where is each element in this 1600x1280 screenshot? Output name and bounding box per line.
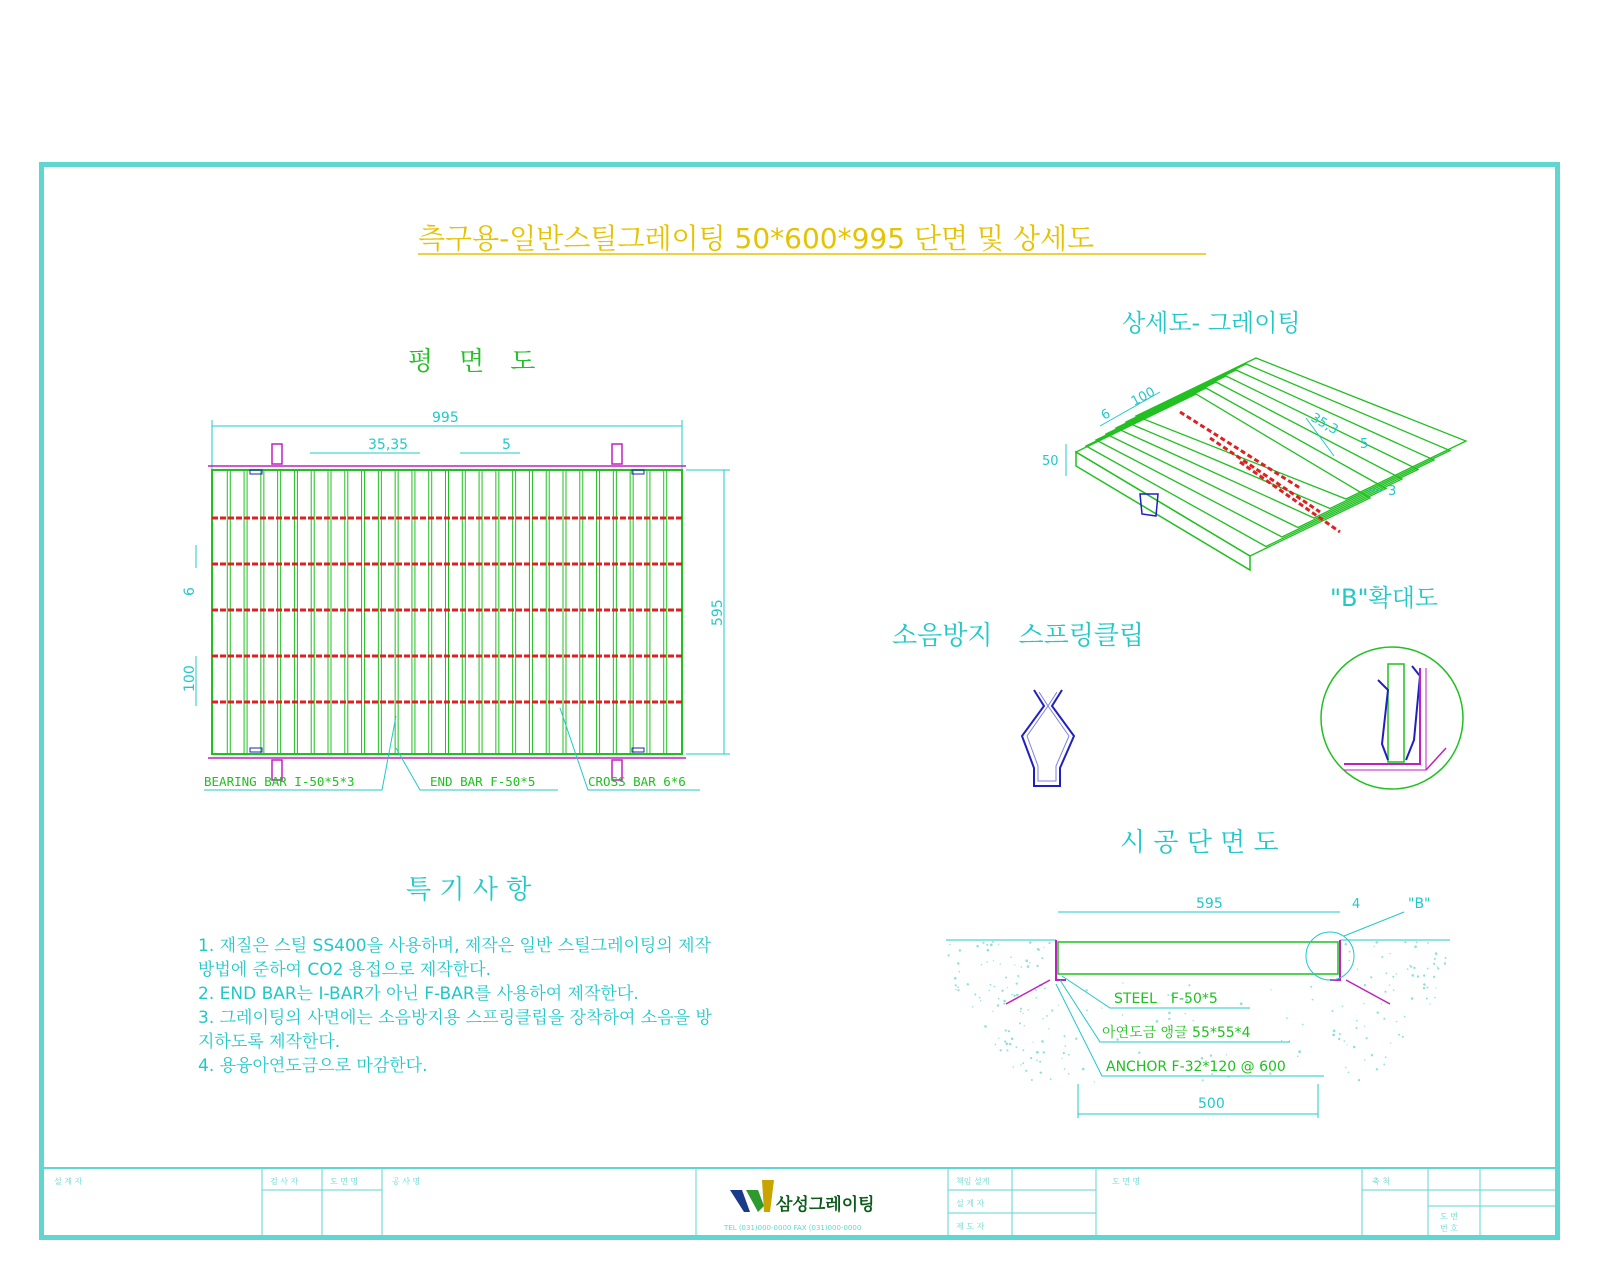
soil-dot [1006,1049,1008,1051]
soil-dot [1349,960,1350,961]
soil-dot [1381,1003,1382,1004]
soil-dot [1168,1012,1171,1015]
soil-dot [957,989,959,991]
spring-clip-drawing [1022,690,1074,786]
soil-dot [1039,949,1041,951]
soil-dot [1041,957,1043,959]
soil-dot [1385,1056,1387,1058]
soil-dot [977,945,979,947]
soil-dot [1366,1037,1368,1039]
soil-dot [1202,1079,1204,1081]
soil-dot [1364,1026,1365,1027]
label-bearing-bar: BEARING BAR I-50*5*3 [204,774,355,789]
clip-tab-top-left [272,444,282,464]
soil-dot [972,1006,973,1007]
soil-dot [1006,1042,1009,1045]
section-label-anchor: ANCHOR F-32*120 @ 600 [1106,1059,1286,1075]
iso-bearing-bars [1076,358,1466,556]
soil-dot [1393,989,1395,991]
dim-595-label: 595 [710,599,726,626]
soil-dot [959,971,961,973]
note-line-4: 3. 그레이팅의 사면에는 소음방지용 스프링클립을 장착하여 소음을 방 [198,1008,712,1028]
soil-dot [1356,1027,1358,1029]
soil-dot [993,960,994,961]
zoom-clip-right [1406,666,1420,760]
soil-dot [1027,965,1030,968]
soil-dot [1398,1034,1400,1036]
soil-dot [1390,1043,1391,1044]
soil-dot [1040,1072,1042,1074]
leader-b [1344,912,1404,936]
tb-cell-3: 도 면 명 [330,1177,359,1186]
iso-dim-3: 3 [1388,484,1397,499]
iso-cross-bar [1180,412,1300,488]
soil-dot [1270,989,1271,990]
soil-dot [1082,1068,1085,1071]
tb-cell-7: 제 도 자 [956,1222,985,1231]
clip-bottom-right [632,748,644,752]
soil-dot [1375,941,1378,944]
soil-dot [1370,976,1372,978]
soil-dot [1011,1038,1014,1041]
section-anchor-right [1346,980,1390,1004]
soil-dot [1426,987,1428,989]
tb-cell-5: 책임 설계 [956,1177,990,1186]
soil-dot [984,1025,987,1028]
label-cross-bar: CROSS BAR 6*6 [588,774,686,789]
soil-dot [986,944,988,946]
soil-dot [1417,975,1419,977]
iso-dim-50: 50 [1042,454,1059,469]
tb-cell-6: 설 계 자 [956,1199,985,1208]
iso-dim-5: 5 [1360,437,1369,452]
soil-dot [1010,956,1012,958]
soil-dot [954,977,957,980]
cross-bars [212,518,682,702]
soil-dot [1048,1028,1049,1029]
soil-dot [1434,997,1436,999]
soil-dot [990,984,992,986]
soil-dot [992,941,994,943]
section-b-circle [1306,932,1354,980]
iso-cross-bars [1180,412,1340,532]
soil-dot [1376,1068,1378,1070]
soil-dot [1156,1020,1159,1023]
iso-dim-353: 35,3 [1308,410,1341,438]
soil-dot [1342,1006,1344,1008]
dim-100-label: 100 [182,665,198,692]
soil-dot [1044,987,1046,989]
soil-dot [1286,1017,1288,1019]
soil-dot [1019,1022,1021,1024]
soil-dot [1383,1018,1385,1020]
label-end-bar: END BAR F-50*5 [430,774,536,789]
soil-dot [1347,1044,1348,1045]
plan-view [182,410,730,790]
soil-dot [1101,1008,1102,1009]
soil-dot [1085,989,1087,991]
soil-dot [1014,964,1015,965]
soil-dot [1004,1040,1006,1042]
soil-dot [1404,941,1406,943]
soil-dot [992,1011,993,1012]
soil-dot [1389,984,1390,985]
soil-dot [957,962,959,964]
detail-isometric [1042,358,1466,570]
iso-bar [1136,358,1466,499]
soil-dot [1383,1064,1385,1066]
soil-dot [1426,998,1428,1000]
tb-cell-2: 검 사 자 [270,1177,299,1186]
soil-dot [1407,968,1409,970]
soil-dot [1423,987,1425,989]
soil-dot [1281,1040,1282,1041]
tb-cell-9: 축 척 [1372,1177,1390,1186]
section-dim-4: 4 [1352,897,1361,912]
soil-dot [1068,1054,1070,1056]
section-label-angle: 아연도금 앵글 55*55*4 [1102,1025,1251,1041]
soil-dot [1043,947,1044,948]
soil-dot [1000,963,1001,964]
soil-dot [1029,962,1030,963]
soil-dot [1065,1045,1067,1047]
soil-dot [1412,974,1415,977]
zoom-angle [1344,668,1420,764]
soil-dot [1364,1059,1365,1060]
clip-heading: 소음방지 스프링클립 [892,621,1145,651]
soil-dot [967,983,969,985]
soil-dot [1364,984,1366,986]
soil-dot [1345,943,1347,945]
soil-dot [1000,1049,1002,1051]
section-anchor-left [1006,980,1050,1004]
soil-dot [1423,983,1426,986]
soil-dot [981,964,982,965]
soil-dot [1030,1057,1032,1059]
soil-dot [998,1038,999,1039]
soil-dot [1444,962,1446,964]
soil-dot [1358,1079,1360,1081]
soil-dot [998,944,999,945]
detail-heading: 상세도- 그레이팅 [1122,309,1301,337]
soil-dot [1339,1033,1341,1035]
zoom-b-detail [1321,647,1463,789]
soil-dot [1192,1020,1194,1022]
soil-dot [980,1000,981,1001]
soil-dot [1240,1002,1243,1005]
section-dim-595: 595 [1196,896,1223,912]
soil-dot [1029,941,1032,944]
soil-dot [1437,967,1439,969]
drawing-title: 측구용-일반스틸그레이팅 50*600*995 단면 및 상세도 [418,222,1095,255]
soil-dot [994,986,996,988]
soil-dot [955,984,957,986]
soil-dot [1357,969,1358,970]
soil-dot [1414,945,1417,948]
soil-dot [1332,1034,1335,1037]
soil-dot [1023,1013,1024,1014]
soil-dot [1008,1030,1010,1032]
soil-dot [1043,1018,1044,1019]
logo-mark-3 [762,1180,774,1212]
soil-dot [1437,966,1438,967]
soil-dot [1003,1003,1005,1005]
zoom-circle [1321,647,1463,789]
soil-dot [1005,977,1007,979]
soil-dot [1348,1072,1350,1074]
section-grating [1058,942,1338,974]
soil-dot [1051,1009,1053,1011]
soil-dot [1344,1040,1346,1042]
soil-dot [1374,946,1375,947]
soil-dot [1027,1009,1029,1011]
soil-dot [1297,1056,1299,1058]
soil-dot [1363,1003,1364,1004]
soil-dot [1020,1011,1022,1013]
section-heading: 시 공 단 면 도 [1120,828,1279,858]
soil-dot [1022,1062,1024,1064]
note-line-6: 4. 용융아연도금으로 마감한다. [198,1056,428,1076]
tb-cell-4: 공 사 명 [392,1177,421,1186]
soil-dot [1445,957,1447,959]
soil-dot [1009,1043,1012,1046]
grating-outline [212,470,682,754]
soil-dot [997,1004,999,1006]
section-view [946,896,1450,1118]
soil-dot [959,949,961,951]
soil-dot [1041,1040,1044,1043]
zoom-heading: "B"확대도 [1330,584,1439,612]
soil-dot [1058,1005,1059,1006]
soil-dot [1035,989,1037,991]
iso-bar [1126,364,1450,509]
iso-cross-bar [1240,462,1340,532]
soil-dot [1122,982,1123,983]
dim-crossbar-label: 5 [502,437,511,453]
soil-dot [1033,1042,1034,1043]
soil-dot [1039,1061,1041,1063]
soil-dot [1017,975,1019,977]
soil-dot [1188,984,1190,986]
soil-dot [1312,999,1314,1001]
iso-dim-6: 6 [1098,406,1114,424]
soil-dot [1024,1025,1025,1026]
iso-bar [1116,370,1434,518]
soil-dot [1005,1029,1007,1031]
soil-dot [998,998,1000,1000]
soil-dot [1068,1073,1070,1075]
soil-dot [1048,942,1050,944]
soil-dot [1353,1046,1356,1049]
soil-dot [1036,1059,1038,1061]
soil-dot [1349,951,1351,953]
soil-dot [1038,1052,1039,1053]
iso-end-bar [1076,452,1250,570]
tb-cell-1: 설 계 자 [54,1177,83,1186]
soil-dot [1168,1018,1170,1020]
company-line: TEL (031)000-0000 FAX (031)000-0000 [724,1224,862,1232]
soil-dot [1025,1070,1027,1072]
dim-6-label: 6 [182,587,198,596]
soil-dot [1377,1012,1379,1014]
soil-dot [979,997,981,999]
iso-cross-bar [1210,438,1320,512]
iso-bar [1086,388,1386,547]
soil-dot [1050,1078,1052,1080]
tb-cell-11: 번 호 [1440,1224,1458,1233]
soil-dot [1429,1003,1430,1004]
soil-dot [1031,1079,1033,1081]
soil-dot [1043,1051,1045,1053]
zoom-clip [1378,680,1388,760]
soil-dot [1036,965,1038,967]
clip-tab-top-right [612,444,622,464]
soil-dot [1381,956,1383,958]
soil-dot [995,1044,997,1046]
soil-dot [1396,1021,1397,1022]
tb-cell-10: 도 번 [1440,1212,1458,1221]
soil-dot [955,989,956,990]
soil-dot [1298,1050,1301,1053]
soil-dot [1332,1010,1334,1012]
soil-dot [949,944,950,945]
soil-dot [1046,1015,1048,1017]
soil-dot [1338,1038,1340,1040]
soil-dot [1013,1066,1015,1068]
soil-dot [1011,994,1013,996]
logo-text: 삼성그레이팅 [776,1195,875,1215]
soil-dot [1007,987,1008,988]
soil-dot [1411,997,1414,1000]
soil-dot [1392,976,1394,978]
soil-dot [1427,942,1429,944]
soil-dot [1025,959,1028,962]
iso-dim-100: 100 [1128,384,1158,410]
company-logo [730,1180,875,1215]
soil-dot [1310,986,1312,988]
note-line-2: 방법에 준하여 CO2 용접으로 제작한다. [198,960,491,980]
soil-dot [1138,1052,1140,1054]
soil-dot [1371,1054,1373,1056]
soil-dot [1185,1013,1186,1014]
soil-dot [1210,1054,1212,1056]
soil-dot [1061,1058,1062,1059]
soil-dot [1333,1030,1336,1033]
soil-dot [1075,1038,1077,1040]
soil-dot [1021,966,1023,968]
soil-dot [988,990,989,991]
soil-dot [1427,968,1429,970]
soil-dot [1435,987,1436,988]
clip-outer [1022,690,1074,786]
soil-dot [957,986,959,988]
soil-dot [1016,983,1018,985]
soil-dot [1016,994,1019,997]
soil-dot [1094,1081,1095,1082]
bearing-bars [227,470,666,754]
note-line-5: 지하도록 제작한다. [198,1032,341,1052]
soil-dot [982,942,984,944]
soil-dot [1404,1016,1406,1018]
soil-dot [1064,1035,1066,1037]
dim-995-label: 995 [432,410,459,426]
soil-dot [948,954,950,956]
soil-dot [1302,1024,1304,1026]
soil-dot [1063,1052,1065,1054]
soil-dot [1013,995,1015,997]
soil-dot [1386,972,1388,974]
soil-dot [1434,958,1436,960]
soil-dot [990,944,993,947]
section-dim-500: 500 [1198,1096,1225,1112]
tb-cell-8: 도 면 명 [1112,1177,1141,1186]
note-line-3: 2. END BAR는 I-BAR가 아닌 F-BAR를 사용하여 제작한다. [198,984,639,1004]
zoom-bar [1388,664,1404,762]
soil-dot [1064,1068,1066,1070]
soil-dot [1423,974,1425,976]
soil-dot [1416,941,1418,943]
soil-dot [1356,1020,1358,1022]
soil-dot [1433,963,1435,965]
soil-dot [1410,966,1412,968]
soil-dot [1016,1046,1018,1048]
soil-dot [974,993,976,995]
section-label-b: "B" [1408,896,1431,912]
soil-dot [987,949,990,952]
soil-dot [1020,1008,1022,1010]
soil-dot [1435,952,1438,955]
dim-spacing-label: 35,35 [368,437,409,453]
soil-dot [1345,1067,1347,1069]
soil-dot [1020,1064,1021,1065]
soil-dot [1384,991,1386,993]
soil-dot [1413,967,1415,969]
soil-dot [1402,1036,1404,1038]
logo-mark-1 [730,1190,750,1212]
soil-dot [1003,1000,1006,1003]
section-label-steel: STEEL F-50*5 [1114,991,1218,1007]
clip-bottom-left [250,748,262,752]
soil-dot [1036,997,1038,999]
soil-dot [1226,1054,1227,1055]
soil-dot [1396,973,1397,974]
soil-dot [1023,1049,1025,1051]
notes-heading: 특 기 사 항 [406,875,532,905]
note-line-1: 1. 재질은 스틸 SS400을 사용하며, 제작은 일반 스틸그레이팅의 제작 [198,936,712,956]
soil-dot [1122,1014,1123,1015]
soil-dot [1001,990,1003,992]
soil-dot [1086,1010,1088,1012]
soil-dot [1433,976,1435,978]
title-block [44,1168,1556,1236]
soil-dot [1389,953,1390,954]
plan-heading: 평 면 도 [408,347,536,377]
soil-dot [987,961,988,962]
